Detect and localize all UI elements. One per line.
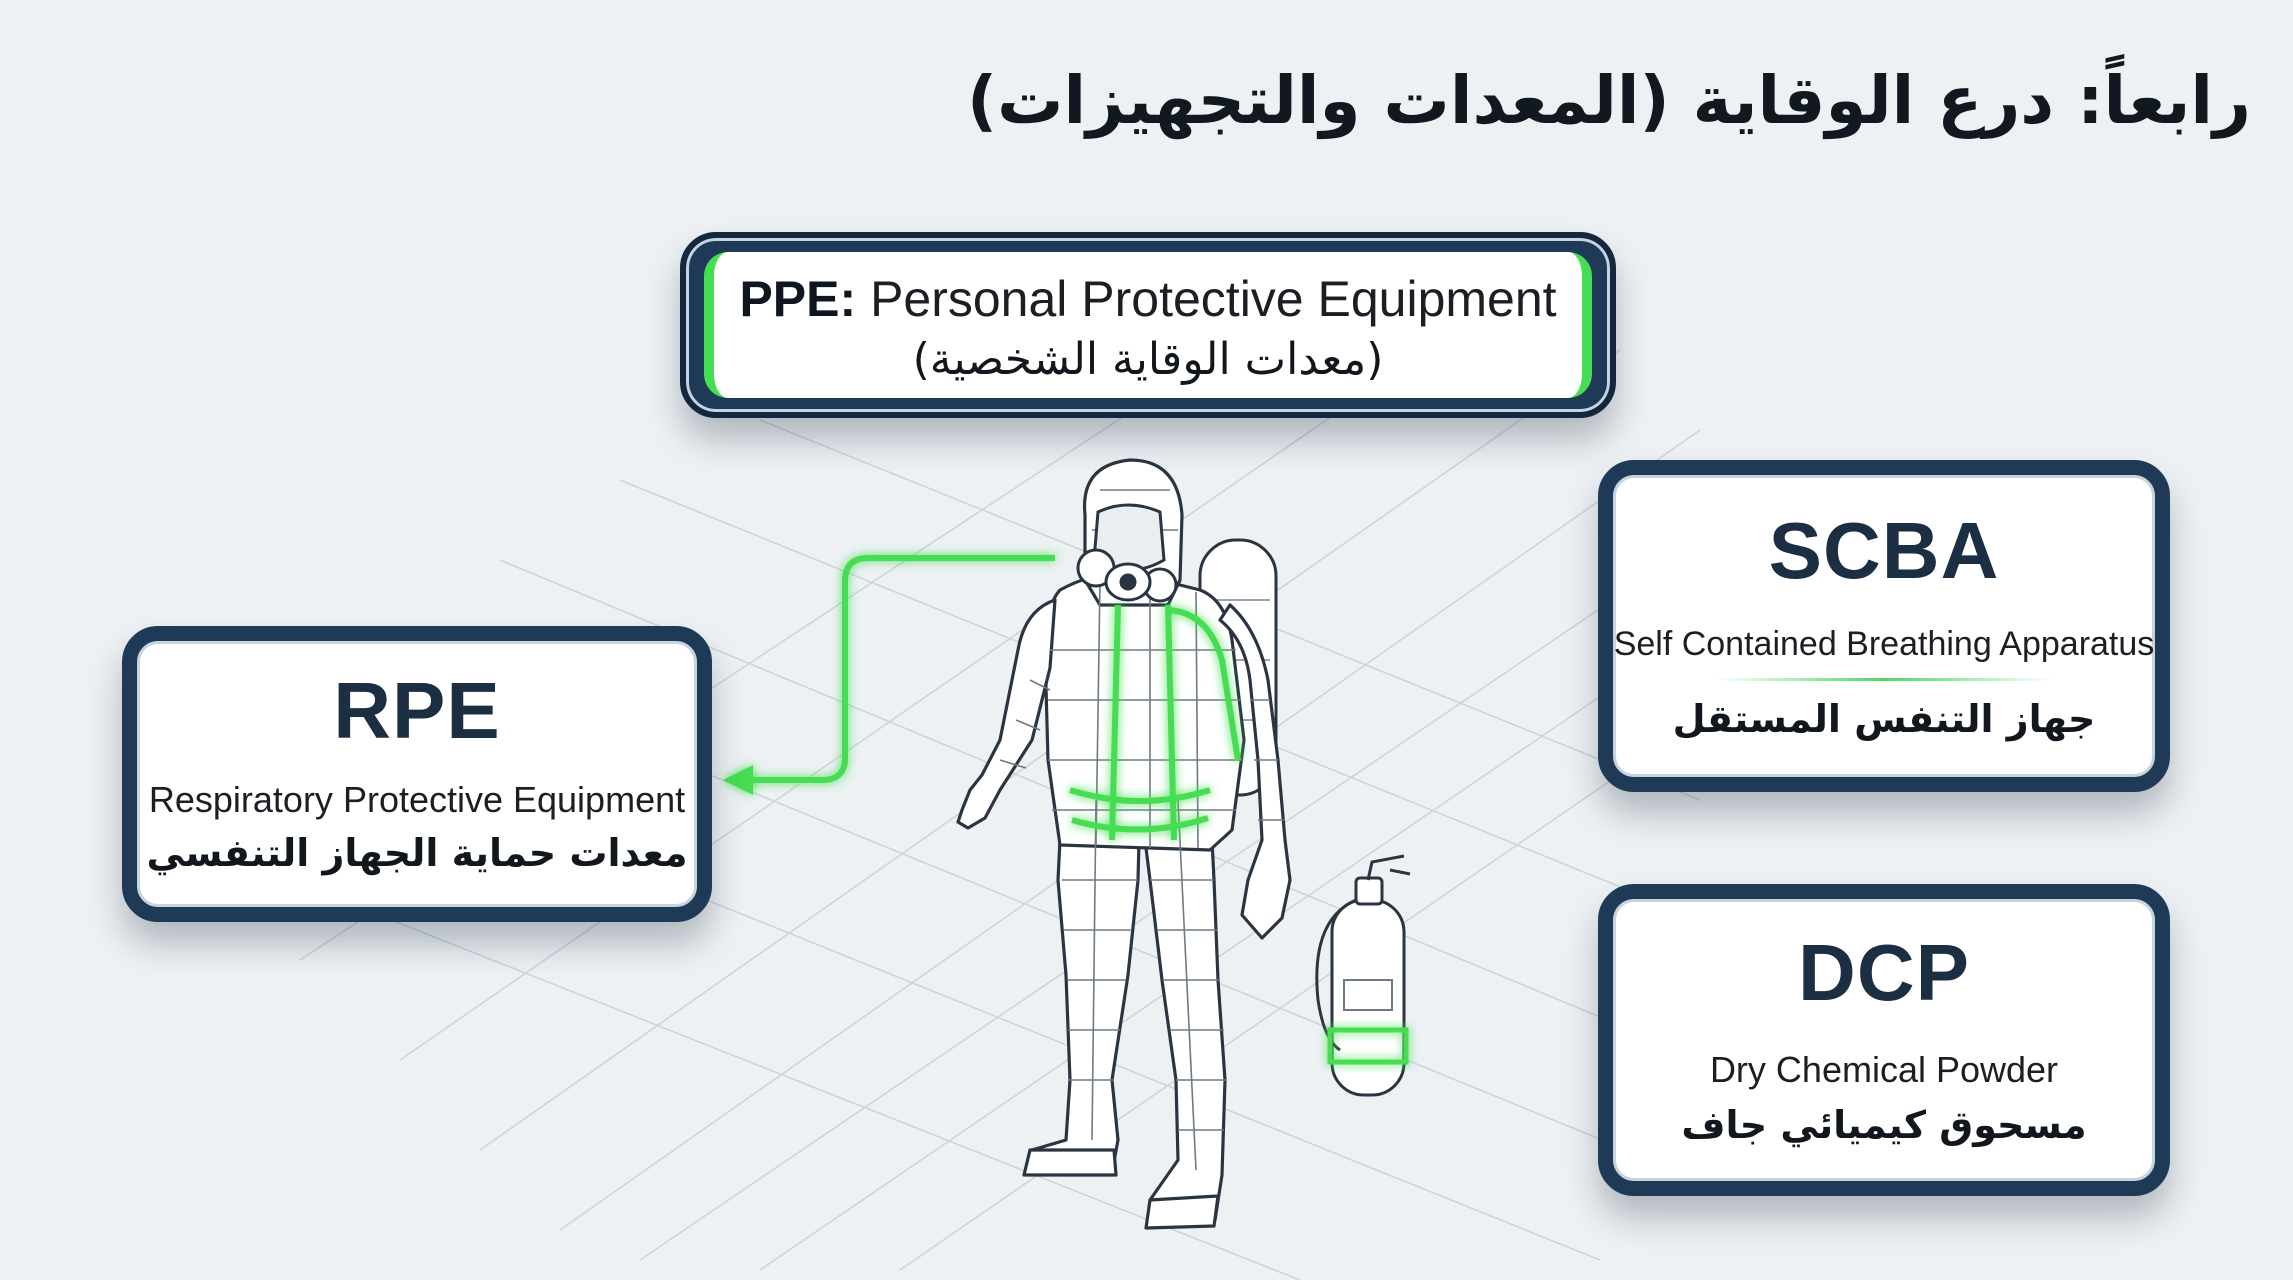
rpe-arabic: معدات حماية الجهاز التنفسي: [146, 831, 688, 875]
ppe-acronym: PPE:: [739, 271, 857, 327]
rpe-acronym: RPE: [333, 666, 501, 755]
scba-english: Self Contained Breathing Apparatus: [1613, 625, 2155, 663]
scba-acronym: SCBA: [1768, 506, 2000, 595]
rpe-english: Respiratory Protective Equipment: [148, 779, 686, 820]
dcp-acronym: DCP: [1798, 928, 1970, 1017]
page-title: رابعاً: درع الوقاية (المعدات والتجهيزات): [966, 62, 2251, 139]
scba-card: [1598, 460, 2170, 792]
fire-extinguisher-icon: [1317, 856, 1410, 1095]
ppe-english: Personal Protective Equipment: [870, 271, 1557, 327]
rpe-card: [122, 626, 712, 922]
scba-separator: [1716, 678, 2052, 681]
ppe-arabic: (معدات الوقاية الشخصية): [912, 334, 1384, 385]
scba-arabic: جهاز التنفس المستقل: [1672, 697, 2096, 741]
dcp-english: Dry Chemical Powder: [1709, 1049, 2059, 1090]
dcp-card: [1598, 884, 2170, 1196]
dcp-arabic: مسحوق كيميائي جاف: [1681, 1103, 2087, 1147]
